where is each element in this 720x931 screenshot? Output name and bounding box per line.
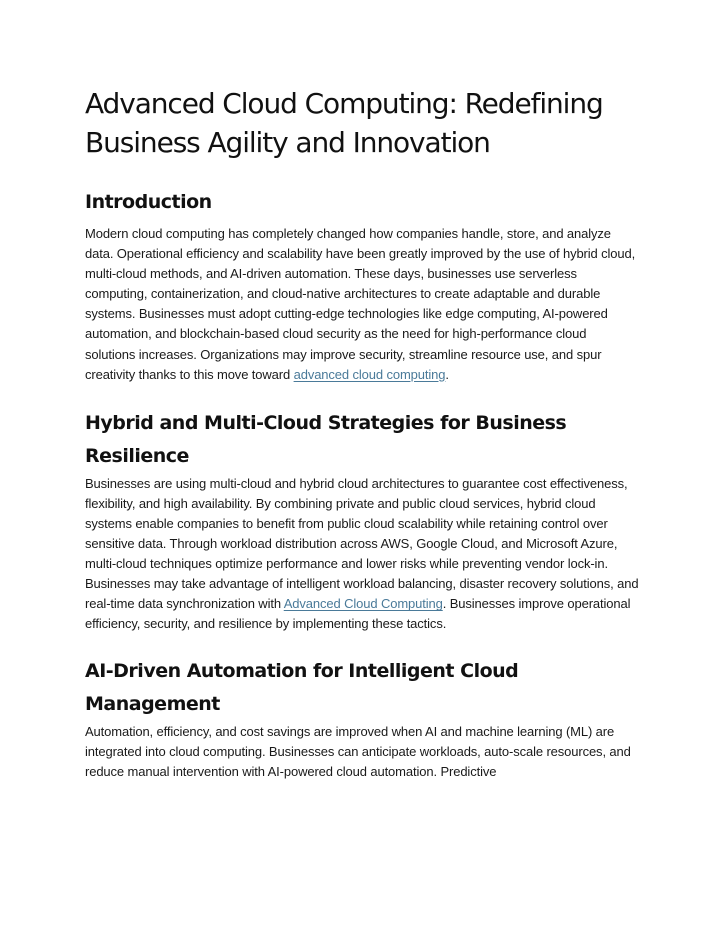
document-title: Advanced Cloud Computing: Redefining Business Agility and Innovation [85, 87, 603, 159]
body-text: Modern cloud computing has completely changed how companies handle, store, and analyze data. Operational efficiency and scalability have been greatly improved by the use of hybrid cloud, multi-cloud methods, and AI-driven automation. These days, businesses use serverless computing, containerization, and cloud-native architectures to create adaptable and durable systems. Businesses must adopt cutting-edge technologies like edge computing, AI-powered automation, and blockchain-based cloud security as the need for high-performance cloud solutions increases. Organizations may improve security, streamline resource use, and spur creativity thanks to this move toward [85, 226, 636, 382]
section-body-ai-driven-automation: Automation, efficiency, and cost savings are improved when AI and machine learning (ML) are integrated into cloud computing. Businesses can anticipate workloads, auto-scale resources, and reduce manual intervention with AI-powered cloud automation. Predictive [85, 723, 631, 779]
document-page [85, 84, 640, 782]
section-body-hybrid-multi-cloud [85, 474, 640, 635]
section-heading-introduction: Introduction [85, 191, 212, 213]
section-heading-ai-driven-automation: AI-Driven Automation for Intelligent Cloud Management [85, 659, 519, 715]
advanced-cloud-computing-link[interactable]: Advanced Cloud Computing [283, 596, 443, 612]
body-text: Businesses are using multi-cloud and hybrid cloud architectures to guarantee cost effectiveness, flexibility, and high availability. By combining private and public cloud services, hybrid cloud systems enable companies to benefit from public cloud scalability while retaining control over sensitive data. Through workload distribution across AWS, Google Cloud, and Microsoft Azure, multi-cloud techniques optimize performance and lower risks while preventing vendor lock-in. Businesses may take advantage of intelligent workload balancing, disaster recovery solutions, and real-time data synchronization with [85, 475, 639, 612]
section-heading-hybrid-multi-cloud: Hybrid and Multi-Cloud Strategies for Business Resilience [85, 411, 567, 467]
advanced-cloud-computing-link[interactable]: advanced cloud computing [293, 366, 446, 382]
body-text-end: . Businesses improve operational efficiency, security, and resilience by implementing these tactics. [85, 596, 631, 632]
body-text-end: . [445, 366, 449, 382]
section-body-introduction [85, 224, 640, 385]
